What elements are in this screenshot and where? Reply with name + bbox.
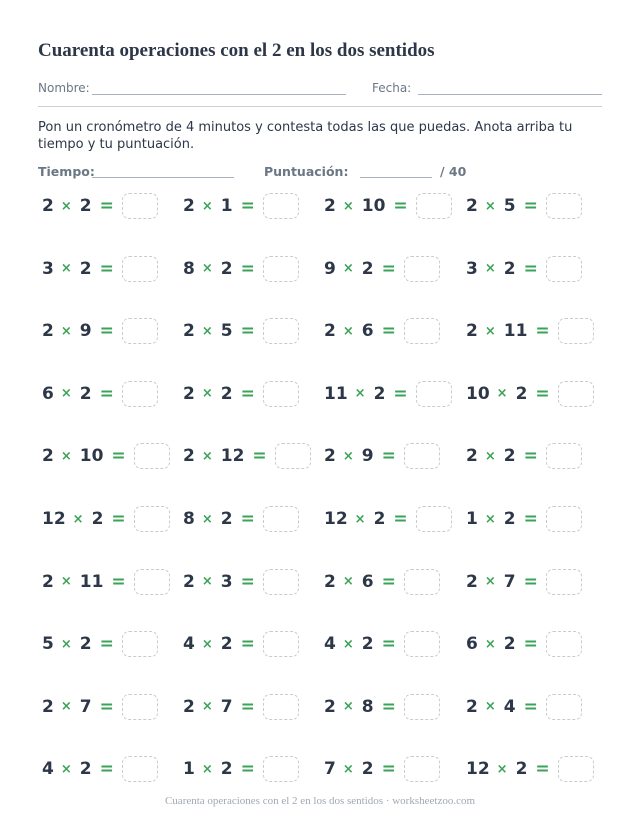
problem-item bbox=[42, 630, 158, 658]
equals-sign: = bbox=[99, 383, 114, 404]
problem-factor-b: 12 bbox=[220, 446, 245, 467]
problem-factor-a: 2 bbox=[324, 571, 336, 592]
equals-sign: = bbox=[99, 321, 114, 342]
equals-sign: = bbox=[393, 196, 408, 216]
problem-item bbox=[183, 442, 311, 470]
problem-factor-b: 8 bbox=[361, 696, 374, 717]
answer-box[interactable] bbox=[558, 381, 594, 407]
problem-factor-a: 2 bbox=[42, 696, 54, 717]
problem-factor-a: 8 bbox=[183, 509, 195, 529]
answer-box[interactable] bbox=[122, 318, 158, 344]
problem-factor-a: 10 bbox=[466, 383, 490, 404]
times-sign: × bbox=[354, 511, 366, 527]
answer-box[interactable] bbox=[404, 694, 440, 720]
problem-factor-a: 7 bbox=[324, 759, 336, 780]
equals-sign: = bbox=[240, 321, 255, 342]
times-sign: × bbox=[484, 699, 496, 715]
times-sign: × bbox=[484, 448, 496, 464]
equals-sign: = bbox=[99, 759, 114, 780]
time-label: Tiempo: bbox=[38, 164, 95, 179]
problem-factor-b: 2 bbox=[220, 509, 233, 529]
problem-item bbox=[324, 693, 440, 721]
problem-factor-a: 11 bbox=[324, 383, 348, 404]
equals-sign: = bbox=[240, 196, 255, 216]
problem-item bbox=[42, 442, 170, 470]
times-sign: × bbox=[484, 636, 496, 652]
answer-box[interactable] bbox=[404, 318, 440, 344]
name-label: Nombre: bbox=[38, 81, 90, 95]
problem-item bbox=[324, 442, 440, 470]
problem-item bbox=[466, 317, 594, 345]
problem-item bbox=[183, 380, 299, 408]
problem-factor-a: 2 bbox=[42, 196, 54, 216]
answer-box[interactable] bbox=[404, 756, 440, 782]
problem-factor-b: 2 bbox=[91, 509, 104, 529]
times-sign: × bbox=[342, 636, 354, 652]
problem-item bbox=[183, 505, 299, 533]
equals-sign: = bbox=[240, 509, 255, 529]
answer-box[interactable] bbox=[404, 256, 440, 282]
answer-box[interactable] bbox=[263, 631, 299, 657]
problem-factor-a: 2 bbox=[42, 321, 54, 342]
answer-box[interactable] bbox=[558, 756, 594, 782]
equals-sign: = bbox=[99, 196, 114, 216]
answer-box[interactable] bbox=[546, 631, 582, 657]
times-sign: × bbox=[201, 261, 213, 277]
problem-factor-b: 2 bbox=[361, 759, 374, 780]
problem-factor-b: 2 bbox=[515, 383, 528, 404]
problem-item bbox=[324, 505, 452, 533]
equals-sign: = bbox=[99, 634, 114, 655]
times-sign: × bbox=[342, 323, 354, 339]
problem-item bbox=[183, 755, 299, 783]
problem-factor-b: 2 bbox=[503, 509, 516, 529]
times-sign: × bbox=[60, 699, 72, 715]
equals-sign: = bbox=[381, 634, 396, 655]
equals-sign: = bbox=[381, 759, 396, 780]
problem-factor-b: 11 bbox=[79, 571, 104, 592]
problem-factor-a: 3 bbox=[466, 258, 478, 279]
problem-item bbox=[324, 380, 452, 408]
equals-sign: = bbox=[99, 696, 114, 717]
problem-factor-a: 12 bbox=[324, 509, 348, 529]
problem-factor-a: 2 bbox=[183, 321, 195, 342]
problem-factor-b: 2 bbox=[220, 383, 233, 404]
times-sign: × bbox=[342, 574, 354, 590]
problem-factor-b: 2 bbox=[503, 634, 516, 655]
times-sign: × bbox=[496, 761, 508, 777]
times-sign: × bbox=[201, 198, 213, 214]
problem-item bbox=[42, 505, 170, 533]
problem-item bbox=[324, 255, 440, 283]
equals-sign: = bbox=[240, 571, 255, 592]
equals-sign: = bbox=[111, 509, 126, 529]
equals-sign: = bbox=[381, 446, 396, 467]
problem-factor-b: 9 bbox=[361, 446, 374, 467]
problem-factor-b: 7 bbox=[220, 696, 233, 717]
equals-sign: = bbox=[523, 634, 538, 655]
answer-box[interactable] bbox=[558, 318, 594, 344]
times-sign: × bbox=[201, 323, 213, 339]
answer-box[interactable] bbox=[263, 756, 299, 782]
equals-sign: = bbox=[240, 634, 255, 655]
problem-factor-b: 2 bbox=[361, 634, 374, 655]
problem-factor-b: 2 bbox=[515, 759, 528, 780]
equals-sign: = bbox=[381, 696, 396, 717]
answer-box[interactable] bbox=[263, 256, 299, 282]
problem-factor-b: 3 bbox=[220, 571, 233, 592]
problem-factor-b: 5 bbox=[503, 196, 516, 216]
problem-factor-a: 2 bbox=[324, 321, 336, 342]
problem-factor-b: 2 bbox=[220, 634, 233, 655]
problem-item bbox=[324, 317, 440, 345]
problem-factor-a: 6 bbox=[466, 634, 478, 655]
problem-item bbox=[466, 255, 582, 283]
problem-factor-a: 2 bbox=[183, 196, 195, 216]
times-sign: × bbox=[60, 386, 72, 402]
problem-factor-a: 2 bbox=[42, 446, 54, 467]
times-sign: × bbox=[342, 761, 354, 777]
problem-factor-a: 2 bbox=[183, 383, 195, 404]
problem-item bbox=[183, 693, 299, 721]
problem-item bbox=[466, 568, 582, 596]
answer-box[interactable] bbox=[416, 381, 452, 407]
problem-factor-b: 7 bbox=[79, 696, 92, 717]
problem-factor-a: 1 bbox=[466, 509, 478, 529]
equals-sign: = bbox=[535, 383, 550, 404]
problem-factor-a: 4 bbox=[183, 634, 195, 655]
answer-box[interactable] bbox=[263, 694, 299, 720]
times-sign: × bbox=[484, 323, 496, 339]
answer-box[interactable] bbox=[546, 193, 582, 219]
answer-box[interactable] bbox=[263, 193, 299, 219]
problem-factor-a: 3 bbox=[42, 258, 54, 279]
problem-item bbox=[42, 192, 158, 220]
problem-item bbox=[466, 442, 582, 470]
times-sign: × bbox=[60, 761, 72, 777]
answer-box[interactable] bbox=[416, 193, 452, 219]
problem-factor-a: 6 bbox=[42, 383, 54, 404]
problem-factor-b: 2 bbox=[79, 759, 92, 780]
equals-sign: = bbox=[240, 759, 255, 780]
equals-sign: = bbox=[99, 258, 114, 279]
equals-sign: = bbox=[111, 446, 126, 467]
times-sign: × bbox=[201, 448, 213, 464]
problem-factor-a: 8 bbox=[183, 258, 195, 279]
times-sign: × bbox=[60, 261, 72, 277]
problem-factor-b: 6 bbox=[361, 321, 374, 342]
problem-item bbox=[42, 693, 158, 721]
problem-item bbox=[324, 755, 440, 783]
problem-factor-b: 9 bbox=[79, 321, 92, 342]
equals-sign: = bbox=[523, 196, 538, 216]
problem-item bbox=[42, 380, 158, 408]
equals-sign: = bbox=[381, 571, 396, 592]
times-sign: × bbox=[201, 574, 213, 590]
problem-factor-a: 2 bbox=[183, 696, 195, 717]
problem-factor-a: 2 bbox=[466, 446, 478, 467]
instructions-text: Pon un cronómetro de 4 minutos y contesta todas las que puedas. Anota arriba tu tiempo y tu puntuación. bbox=[38, 120, 573, 152]
answer-box[interactable] bbox=[404, 569, 440, 595]
problem-factor-a: 12 bbox=[466, 759, 490, 780]
times-sign: × bbox=[342, 448, 354, 464]
problem-item bbox=[183, 192, 299, 220]
equals-sign: = bbox=[252, 446, 267, 467]
times-sign: × bbox=[342, 699, 354, 715]
problem-factor-b: 1 bbox=[220, 196, 233, 216]
problem-item bbox=[466, 755, 594, 783]
times-sign: × bbox=[484, 574, 496, 590]
problem-factor-a: 1 bbox=[183, 759, 195, 780]
problem-factor-a: 2 bbox=[324, 446, 336, 467]
times-sign: × bbox=[60, 198, 72, 214]
answer-box[interactable] bbox=[546, 694, 582, 720]
problem-factor-a: 4 bbox=[324, 634, 336, 655]
answer-box[interactable] bbox=[134, 569, 170, 595]
times-sign: × bbox=[201, 699, 213, 715]
problem-item bbox=[42, 255, 158, 283]
problem-item bbox=[183, 317, 299, 345]
times-sign: × bbox=[201, 761, 213, 777]
problem-item bbox=[324, 630, 440, 658]
answer-box[interactable] bbox=[122, 756, 158, 782]
times-sign: × bbox=[72, 511, 84, 527]
equals-sign: = bbox=[523, 258, 538, 279]
times-sign: × bbox=[484, 511, 496, 527]
times-sign: × bbox=[484, 261, 496, 277]
equals-sign: = bbox=[535, 759, 550, 780]
problem-factor-a: 2 bbox=[466, 696, 478, 717]
problem-item bbox=[466, 192, 582, 220]
times-sign: × bbox=[60, 323, 72, 339]
answer-box[interactable] bbox=[263, 318, 299, 344]
answer-box[interactable] bbox=[263, 506, 299, 532]
problem-factor-a: 2 bbox=[466, 321, 478, 342]
problem-item bbox=[466, 505, 582, 533]
answer-box[interactable] bbox=[546, 256, 582, 282]
answer-box[interactable] bbox=[546, 506, 582, 532]
times-sign: × bbox=[201, 511, 213, 527]
answer-box[interactable] bbox=[122, 381, 158, 407]
times-sign: × bbox=[354, 386, 366, 402]
equals-sign: = bbox=[535, 321, 550, 342]
problem-factor-a: 2 bbox=[324, 196, 336, 216]
problem-factor-b: 7 bbox=[503, 571, 516, 592]
problem-item bbox=[42, 755, 158, 783]
problem-factor-a: 4 bbox=[42, 759, 54, 780]
answer-box[interactable] bbox=[122, 631, 158, 657]
answer-box[interactable] bbox=[546, 443, 582, 469]
equals-sign: = bbox=[523, 571, 538, 592]
problem-factor-b: 2 bbox=[79, 634, 92, 655]
problem-factor-b: 10 bbox=[79, 446, 104, 467]
problem-factor-b: 11 bbox=[503, 321, 528, 342]
times-sign: × bbox=[484, 198, 496, 214]
problem-item bbox=[42, 317, 158, 345]
answer-box[interactable] bbox=[404, 443, 440, 469]
footer-text: Cuarenta operaciones con el 2 en los dos sentidos · worksheetzoo.com bbox=[164, 795, 476, 807]
equals-sign: = bbox=[393, 383, 408, 404]
problem-factor-a: 2 bbox=[183, 446, 195, 467]
problem-item bbox=[466, 630, 582, 658]
times-sign: × bbox=[342, 261, 354, 277]
problem-factor-b: 2 bbox=[220, 258, 233, 279]
problem-item bbox=[42, 568, 170, 596]
equals-sign: = bbox=[240, 258, 255, 279]
date-label: Fecha: bbox=[372, 81, 412, 95]
problem-factor-b: 2 bbox=[373, 509, 386, 529]
problem-factor-b: 4 bbox=[503, 696, 516, 717]
equals-sign: = bbox=[111, 571, 126, 592]
answer-box[interactable] bbox=[122, 193, 158, 219]
answer-box[interactable] bbox=[263, 381, 299, 407]
problem-factor-a: 9 bbox=[324, 258, 336, 279]
answer-box[interactable] bbox=[546, 569, 582, 595]
answer-box[interactable] bbox=[416, 506, 452, 532]
problem-factor-b: 2 bbox=[220, 759, 233, 780]
answer-box[interactable] bbox=[275, 443, 311, 469]
problem-factor-b: 2 bbox=[79, 258, 92, 279]
equals-sign: = bbox=[393, 509, 408, 529]
score-label: Puntuación: bbox=[264, 164, 349, 179]
problem-item bbox=[466, 380, 594, 408]
times-sign: × bbox=[342, 198, 354, 214]
problem-factor-b: 2 bbox=[503, 446, 516, 467]
problem-factor-b: 2 bbox=[79, 196, 92, 216]
problem-item bbox=[183, 630, 299, 658]
problem-factor-b: 10 bbox=[361, 196, 386, 216]
equals-sign: = bbox=[381, 321, 396, 342]
problem-factor-b: 5 bbox=[220, 321, 233, 342]
problem-factor-a: 2 bbox=[42, 571, 54, 592]
answer-box[interactable] bbox=[122, 256, 158, 282]
equals-sign: = bbox=[240, 383, 255, 404]
times-sign: × bbox=[201, 386, 213, 402]
problem-factor-a: 2 bbox=[466, 571, 478, 592]
answer-box[interactable] bbox=[404, 631, 440, 657]
equals-sign: = bbox=[523, 509, 538, 529]
problem-factor-b: 6 bbox=[361, 571, 374, 592]
problem-item bbox=[324, 568, 440, 596]
problem-factor-a: 2 bbox=[183, 571, 195, 592]
problem-factor-b: 2 bbox=[373, 383, 386, 404]
answer-box[interactable] bbox=[263, 569, 299, 595]
equals-sign: = bbox=[381, 258, 396, 279]
answer-box[interactable] bbox=[134, 506, 170, 532]
equals-sign: = bbox=[523, 446, 538, 467]
score-total: / 40 bbox=[440, 164, 467, 179]
problem-factor-a: 2 bbox=[324, 696, 336, 717]
problem-item bbox=[324, 192, 452, 220]
times-sign: × bbox=[201, 636, 213, 652]
answer-box[interactable] bbox=[122, 694, 158, 720]
problem-factor-b: 2 bbox=[361, 258, 374, 279]
problem-factor-b: 2 bbox=[79, 383, 92, 404]
problem-item bbox=[183, 255, 299, 283]
times-sign: × bbox=[496, 386, 508, 402]
problem-factor-a: 12 bbox=[42, 509, 66, 529]
times-sign: × bbox=[60, 574, 72, 590]
times-sign: × bbox=[60, 448, 72, 464]
equals-sign: = bbox=[523, 696, 538, 717]
problem-factor-b: 2 bbox=[503, 258, 516, 279]
equals-sign: = bbox=[240, 696, 255, 717]
problem-factor-a: 5 bbox=[42, 634, 54, 655]
problem-item bbox=[466, 693, 582, 721]
worksheet-title: Cuarenta operaciones con el 2 en los dos sentidos bbox=[38, 40, 435, 61]
problem-item bbox=[183, 568, 299, 596]
times-sign: × bbox=[60, 636, 72, 652]
problem-factor-a: 2 bbox=[466, 196, 478, 216]
answer-box[interactable] bbox=[134, 443, 170, 469]
